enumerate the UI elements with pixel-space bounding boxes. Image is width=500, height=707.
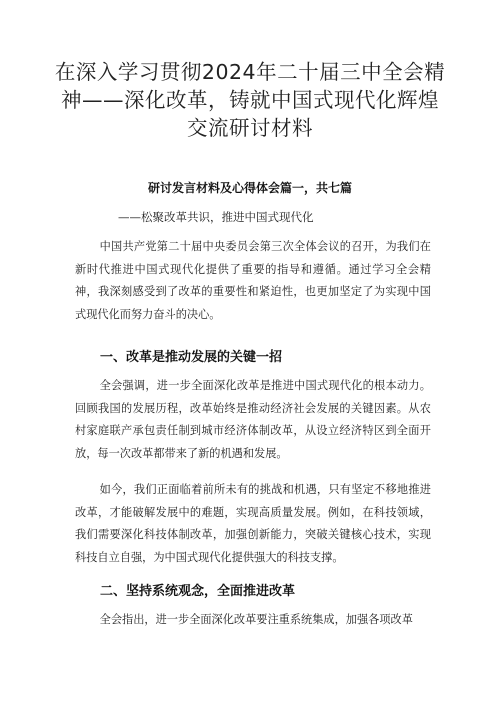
section-1-paragraph-2: 如今，我们正面临着前所未有的挑战和机遇，只有坚定不移地推进改革，才能破解发展中的难题，实现高质量发展。例如，在科技领域，我们需要深化科技体制改革，加强创新能力，突破关键核心技术，实现科技自立自强，为中国式现代化提供强大的科技支撑。	[75, 483, 431, 564]
title-line-1: 在深入学习贯彻2024年二十届三中全会精	[54, 60, 446, 84]
document-tagline: ——松聚改革共识，推进中国式现代化	[118, 210, 314, 224]
document-subtitle: 研讨发言材料及心得体会篇一，共七篇	[147, 181, 352, 195]
title-line-3: 交流研讨材料	[187, 116, 313, 140]
intro-paragraph: 中国共产党第二十届中央委员会第三次全体会议的召开，为我们在新时代推进中国式现代化提供了重要的指导和遵循。通过学习全会精神，我深刻感受到了改革的重要性和紧迫性，也更加坚定了为实现中国式现代化而努力奋斗的决心。	[75, 240, 431, 321]
title-line-2: 神——深化改革，铸就中国式现代化辉煌	[61, 88, 439, 112]
section-1-paragraph-1: 全会强调，进一步全面深化改革是推进中国式现代化的根本动力。回顾我国的发展历程，改革始终是推动经济社会发展的关键因素。从农村家庭联产承包责任制到城市经济体制改革，从设立经济特区到全面开放，每一次改革都带来了新的机遇和发展。	[75, 379, 431, 460]
document-title	[40, 58, 460, 142]
section-1-heading: 一、改革是推动发展的关键一招	[100, 350, 283, 365]
section-2-heading: 二、坚持系统观念，全面推进改革	[100, 584, 296, 599]
section-2-paragraph-1: 全会指出，进一步全面深化改革要注重系统集成，加强各项改革	[99, 613, 413, 626]
